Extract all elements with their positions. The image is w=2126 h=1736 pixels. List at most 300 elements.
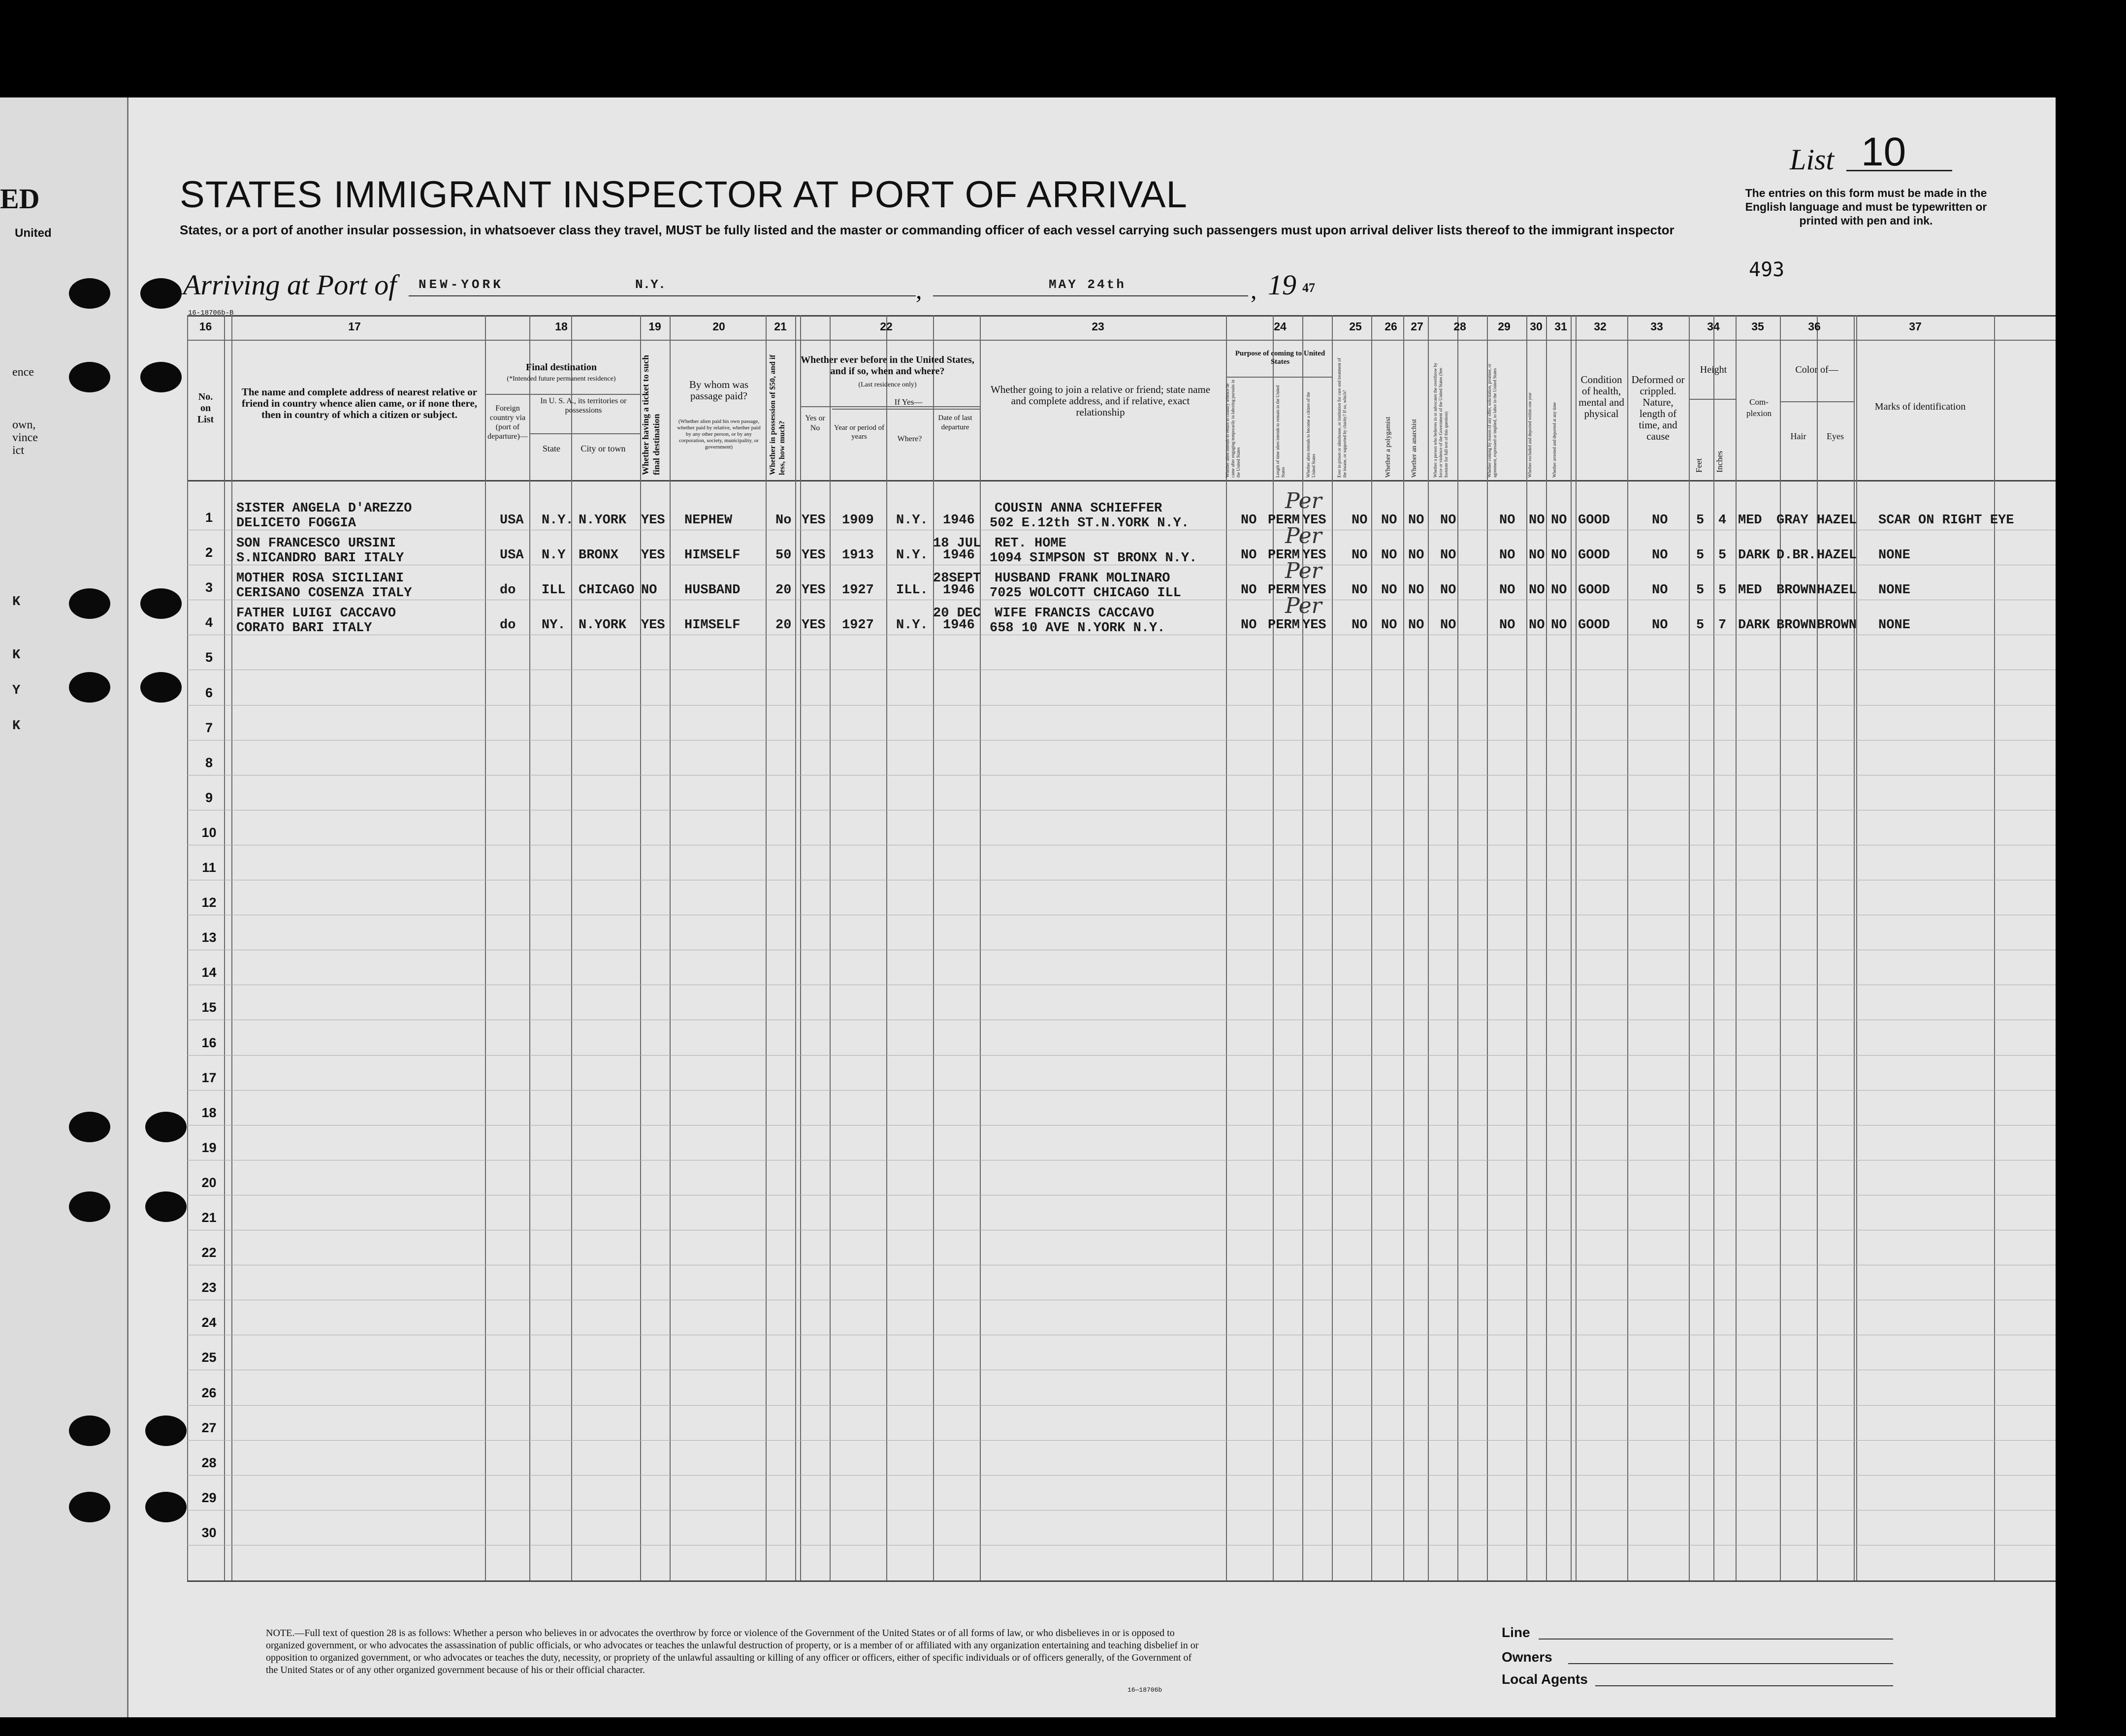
cell-state: ILL — [542, 583, 566, 598]
punch-hole — [140, 278, 182, 309]
cell-join-1: HUSBAND FRANK MOLINARO — [995, 571, 1170, 586]
cell-eyes: HAZEL — [1817, 513, 1857, 528]
fragment-mark: Y — [12, 683, 21, 698]
hdr-fifty: Whether in possession of $50, and if less, how much? — [769, 354, 786, 475]
cell-join-1: WIFE FRANCIS CACCAVO — [995, 606, 1155, 621]
cell-deformed: NO — [1652, 583, 1668, 598]
grid-column-line — [1487, 315, 1488, 1580]
cell-departure-1: 28SEPT — [933, 571, 981, 586]
cell-city: N.YORK — [579, 618, 627, 633]
row-number: 18 — [201, 1105, 217, 1120]
header-subdivider — [1689, 399, 1736, 400]
punch-hole — [69, 1492, 110, 1522]
cell-q29: NO — [1499, 548, 1515, 563]
cell-where: N.Y. — [896, 513, 928, 528]
punch-hole — [69, 1191, 110, 1222]
cell-deformed: NO — [1652, 513, 1668, 528]
line-underline — [1539, 1639, 1893, 1640]
cell-ticket: YES — [641, 618, 665, 633]
row-number: 10 — [201, 825, 217, 840]
cell-inches: 7 — [1718, 618, 1727, 633]
header-bottom-border — [187, 480, 2056, 482]
cell-deformed: NO — [1652, 618, 1668, 633]
col-num-28: 28 — [1453, 320, 1466, 333]
hdr-in-usa: In U. S. A., its territories or possessions — [540, 397, 627, 415]
punch-hole — [69, 1415, 110, 1446]
grid-column-line — [1994, 315, 1995, 1580]
cell-health: GOOD — [1578, 618, 1610, 633]
row-number: 28 — [201, 1455, 217, 1470]
cell-inches: 5 — [1718, 548, 1727, 563]
cell-p-length: PERM — [1268, 583, 1300, 598]
year-suffix: 47 — [1302, 281, 1315, 295]
cell-p-citizen: YES — [1302, 548, 1326, 563]
hdr-prison: Ever in prison or almshouse, or institution for care and treatment of the insane, or supported by charity? If so, which? — [1337, 358, 1347, 478]
cell-polygamist: NO — [1381, 618, 1397, 633]
punch-hole — [69, 588, 110, 619]
cell-join-1: RET. HOME — [995, 536, 1066, 551]
cell-relative-1: MOTHER ROSA SICILIANI — [236, 571, 404, 586]
col-num-35: 35 — [1751, 320, 1764, 333]
hdr-purpose-length: Length of time alien intends to remain in the United States — [1275, 385, 1286, 478]
grid-column-line — [1457, 315, 1458, 1580]
cell-before: YES — [802, 513, 826, 528]
hdr-eyes: Eyes — [1827, 431, 1844, 441]
col-num-29: 29 — [1498, 320, 1511, 333]
cell-q28: NO — [1440, 513, 1456, 528]
cell-via: do — [500, 583, 516, 598]
cell-q28: NO — [1440, 548, 1456, 563]
hdr-q28: Whether a person who believes in or advocates the overthrow by force or violence of the Government of the United States (See footnote for full text of this question) — [1433, 362, 1449, 478]
row-number: 25 — [201, 1350, 217, 1365]
fragment-side-4: ict — [12, 444, 24, 457]
col-num-24: 24 — [1274, 320, 1287, 333]
cell-where: N.Y. — [896, 548, 928, 563]
row-rule — [187, 1475, 2056, 1476]
hdr-condition: Condition of health, mental and physical — [1578, 374, 1624, 419]
row-number: 20 — [201, 1175, 217, 1190]
hdr-passage: By whom was passage paid? — [689, 379, 749, 402]
cell-q30: NO — [1529, 583, 1545, 598]
cell-departure-1: 20 DEC — [933, 606, 981, 621]
cell-polygamist: NO — [1381, 548, 1397, 563]
comma: , — [1251, 276, 1257, 304]
grid-column-line — [1736, 315, 1737, 1580]
cell-departure-1: 18 JUL — [933, 536, 981, 551]
row-number: 21 — [201, 1210, 217, 1225]
cell-before: YES — [802, 583, 826, 598]
grid-column-line — [1332, 315, 1333, 1580]
row-rule — [187, 1405, 2056, 1406]
cell-q28: NO — [1440, 583, 1456, 598]
row-number: 17 — [201, 1070, 217, 1085]
cell-join-2: 658 10 AVE N.YORK N.Y. — [990, 621, 1165, 636]
hdr-anarchist: Whether an anarchist — [1411, 419, 1418, 478]
fragment-side-1: ence — [12, 366, 34, 379]
fragment-side-2: own, — [12, 418, 36, 431]
hdr-hair: Hair — [1790, 431, 1806, 441]
cell-relative-2: CORATO BARI ITALY — [236, 621, 372, 636]
row-number: 4 — [205, 615, 213, 630]
colnum-divider — [187, 340, 2056, 341]
cell-p-citizen: YES — [1302, 583, 1326, 598]
row-rule — [187, 1090, 2056, 1091]
row-rule — [187, 705, 2056, 706]
cell-hair: D.BR. — [1776, 548, 1817, 563]
cell-complexion: DARK — [1738, 548, 1770, 563]
grid-column-line — [187, 315, 188, 1580]
punch-hole — [145, 1112, 187, 1142]
col-num-30: 30 — [1530, 320, 1543, 333]
cell-health: GOOD — [1578, 513, 1610, 528]
row-number: 13 — [201, 930, 217, 945]
cell-q31: NO — [1551, 618, 1567, 633]
cell-marks: NONE — [1878, 548, 1910, 563]
row-number: 7 — [205, 720, 213, 735]
cell-paid-by: HUSBAND — [684, 583, 741, 598]
cell-via: USA — [500, 513, 524, 528]
cell-q30: NO — [1529, 618, 1545, 633]
fragment-mark: K — [12, 595, 21, 610]
cell-ticket: YES — [641, 513, 665, 528]
cell-q30: NO — [1529, 548, 1545, 563]
punch-hole — [69, 672, 110, 703]
hdr-final-destination: Final destination — [526, 362, 597, 373]
cell-eyes: HAZEL — [1817, 583, 1857, 598]
owners-underline — [1568, 1663, 1893, 1664]
cell-years: 1927 — [842, 583, 874, 598]
cell-prison: NO — [1352, 513, 1368, 528]
grid-column-line — [1856, 315, 1857, 1580]
cell-prison: NO — [1352, 618, 1368, 633]
cell-eyes: BROWN — [1817, 618, 1857, 633]
grid-column-line — [1428, 315, 1429, 1580]
header-subdivider — [485, 394, 640, 395]
cell-city: BRONX — [579, 548, 619, 563]
form-subtitle: States, or a port of another insular possession, in whatsoever class they travel, MUST be fully listed and the master or commanding officer of each vessel carrying such passengers must upon arrival deliver lists thereof to the immigrant inspector — [180, 223, 1675, 237]
punch-hole — [145, 1492, 187, 1522]
grid-column-line — [1713, 315, 1714, 1580]
grid-column-line — [640, 315, 641, 1580]
hdr-no-on-list: No. on List — [197, 391, 214, 425]
hdr-if-yes: If Yes— — [894, 397, 923, 407]
col-num-20: 20 — [712, 320, 725, 333]
cell-where: N.Y. — [896, 618, 928, 633]
row-number: 19 — [201, 1140, 217, 1155]
port-value: NEW-YORK — [419, 277, 504, 292]
hdr-last-residence: (Last residence only) — [858, 381, 917, 388]
cell-city: N.YORK — [579, 513, 627, 528]
grid-column-line — [1526, 315, 1527, 1580]
grid-column-line — [571, 315, 572, 1580]
cell-q29: NO — [1499, 513, 1515, 528]
table-top-border — [187, 315, 2056, 317]
handwritten-initial: Per — [1285, 488, 1322, 514]
cell-paid-by: HIMSELF — [684, 618, 741, 633]
punch-hole — [69, 278, 110, 309]
grid-column-line — [1273, 315, 1274, 1580]
cell-health: GOOD — [1578, 583, 1610, 598]
cell-fifty: 50 — [775, 548, 792, 563]
hdr-feet: Feet — [1694, 458, 1704, 473]
row-rule — [187, 1510, 2056, 1511]
grid-column-line — [766, 315, 767, 1580]
cell-deformed: NO — [1652, 548, 1668, 563]
cell-hair: BROWN — [1776, 618, 1817, 633]
port-state-value: N.Y. — [635, 277, 666, 292]
cell-complexion: DARK — [1738, 618, 1770, 633]
hdr-purpose-return: Whether alien intends to return to country whence he came after engaging temporarily in laboring pursuits in the United States — [1225, 380, 1241, 478]
hdr-q31: Whether arrested and deported at any time — [1552, 402, 1557, 478]
grid-column-line — [1780, 315, 1781, 1580]
cell-prison: NO — [1352, 583, 1368, 598]
punch-hole — [145, 1415, 187, 1446]
cell-p-length: PERM — [1268, 618, 1300, 633]
cell-p-return: NO — [1241, 513, 1257, 528]
handwritten-initial: Per — [1285, 593, 1322, 619]
cell-anarchist: NO — [1408, 583, 1424, 598]
cell-p-return: NO — [1241, 583, 1257, 598]
previous-page-fragment — [0, 97, 129, 1717]
cell-polygamist: NO — [1381, 513, 1397, 528]
cell-ticket: YES — [641, 548, 665, 563]
cell-departure-2: 1946 — [943, 618, 975, 633]
col-num-37: 37 — [1909, 320, 1922, 333]
cell-p-return: NO — [1241, 548, 1257, 563]
grid-column-line — [1571, 315, 1572, 1580]
row-number: 12 — [201, 895, 217, 910]
cell-complexion: MED — [1738, 583, 1762, 598]
cell-ticket: NO — [641, 583, 657, 598]
hdr-height: Height — [1700, 364, 1727, 375]
cell-state: NY. — [542, 618, 566, 633]
cell-feet: 5 — [1696, 618, 1705, 633]
grid-column-line — [1403, 315, 1404, 1580]
arrival-date: MAY 24th — [1049, 277, 1126, 292]
cell-q29: NO — [1499, 618, 1515, 633]
hdr-passage-note: (Whether alien paid his own passage, whether paid by relative, whether paid by any other person, or by any corporation, society, municipality, or government) — [677, 418, 761, 450]
cell-marks: NONE — [1878, 618, 1910, 633]
fragment-mark: K — [12, 719, 21, 734]
cell-join-2: 7025 WOLCOTT CHICAGO ILL — [990, 586, 1181, 601]
sheet-number: 493 — [1749, 258, 1785, 281]
hdr-purpose: Purpose of coming to United States — [1235, 350, 1325, 366]
cell-via: USA — [500, 548, 524, 563]
col-num-32: 32 — [1594, 320, 1607, 333]
fragment-side-3: vince — [12, 431, 38, 444]
col-num-33: 33 — [1650, 320, 1663, 333]
port-underline — [409, 295, 916, 296]
handwritten-initial: Per — [1285, 523, 1322, 549]
cell-relative-2: S.NICANDRO BARI ITALY — [236, 551, 404, 566]
grid-column-line — [980, 315, 981, 1580]
grid-column-line — [1689, 315, 1690, 1580]
grid-column-line — [231, 315, 232, 1580]
row-number: 15 — [201, 1000, 217, 1015]
row-number: 29 — [201, 1490, 217, 1505]
cell-join-2: 502 E.12th ST.N.YORK N.Y. — [990, 516, 1190, 531]
cell-city: CHICAGO — [579, 583, 635, 598]
grid-column-line — [933, 315, 934, 1580]
grid-column-line — [1627, 315, 1628, 1580]
col-num-36: 36 — [1808, 320, 1821, 333]
grid-column-line — [1546, 315, 1547, 1580]
punch-hole — [140, 672, 182, 703]
cell-p-citizen: YES — [1302, 513, 1326, 528]
punch-hole — [140, 362, 182, 392]
row-number: 24 — [201, 1315, 217, 1330]
year-prefix: 19 — [1268, 269, 1296, 301]
list-label: List — [1790, 143, 1835, 176]
cell-marks: NONE — [1878, 583, 1910, 598]
grid-column-line — [1576, 315, 1577, 1580]
hdr-ticket: Whether having a ticket to such final destination — [641, 354, 661, 475]
row-number: 14 — [201, 965, 217, 980]
grid-column-line — [795, 315, 796, 1580]
grid-column-line — [529, 315, 530, 1580]
row-rule — [187, 1055, 2056, 1056]
col-num-19: 19 — [648, 320, 661, 333]
grid-column-line — [886, 315, 887, 1580]
row-number: 5 — [205, 650, 213, 665]
col-num-21: 21 — [774, 320, 787, 333]
cell-q30: NO — [1529, 513, 1545, 528]
table-bottom-border — [187, 1580, 2056, 1582]
cell-p-citizen: YES — [1302, 618, 1326, 633]
cell-years: 1913 — [842, 548, 874, 563]
hdr-where: Where? — [897, 435, 922, 443]
grid-column-line — [485, 315, 486, 1580]
row-number: 11 — [202, 860, 216, 875]
cell-health: GOOD — [1578, 548, 1610, 563]
cell-feet: 5 — [1696, 513, 1705, 528]
row-rule — [187, 1440, 2056, 1441]
footer-form-code: 16—18706b — [1127, 1686, 1162, 1694]
cell-via: do — [500, 618, 516, 633]
cell-relative-1: FATHER LUIGI CACCAVO — [236, 606, 396, 621]
row-number: 22 — [201, 1245, 217, 1260]
row-number: 3 — [205, 580, 213, 595]
row-number: 1 — [205, 510, 213, 525]
cell-before: YES — [802, 548, 826, 563]
hdr-year-period: Year or period of years — [834, 424, 885, 441]
cell-q29: NO — [1499, 583, 1515, 598]
hdr-city: City or town — [580, 444, 626, 453]
cell-fifty: 20 — [775, 583, 792, 598]
hdr-purpose-citizen: Whether alien intends to become a citizen of the United States — [1306, 392, 1316, 478]
handwritten-initial: Per — [1285, 558, 1322, 584]
cell-hair: GRAY — [1776, 513, 1808, 528]
grid-column-line — [1226, 315, 1227, 1580]
footnote-q28: NOTE.—Full text of question 28 is as follows: Whether a person who believes in or advocates the overthrow by force or violence of the Government of the United States or of all forms of law, or who disbelieves in or is opposed to organized government, or who advocates the assassination of public officials, or who advocates or teaches the unlawful destruction of property, or is a member of or affiliated with any organization entertaining and teaching disbelief in or opposition to organized government, or who advocates or teaches the duty, necessity, or propriety of the unlawful assaulting or killing of any officer or officers, either of specific individuals or of officers generally, of the Government of the United States or of any other organized government because of his or their official character. — [266, 1628, 1199, 1675]
cell-paid-by: NEPHEW — [684, 513, 733, 528]
cell-q31: NO — [1551, 513, 1567, 528]
col-num-26: 26 — [1385, 320, 1397, 333]
cell-polygamist: NO — [1381, 583, 1397, 598]
row-number: 30 — [201, 1525, 217, 1540]
local-agents-label: Local Agents — [1502, 1672, 1588, 1687]
grid-column-line — [800, 315, 801, 1580]
cell-hair: BROWN — [1776, 583, 1817, 598]
cell-anarchist: NO — [1408, 513, 1424, 528]
hdr-relative: The name and complete address of nearest relative or friend in country whence alien came, or if none there, then in country of which a citizen or subject. — [241, 386, 478, 420]
hdr-yes-no: Yes or No — [805, 414, 825, 432]
form-instructions: The entries on this form must be made in the English language and must be typewritten or printed with pen and ink. — [1745, 187, 1987, 227]
cell-relative-2: CERISANO COSENZA ITALY — [236, 586, 412, 601]
col-num-18: 18 — [555, 320, 568, 333]
hdr-complexion: Com- plexion — [1746, 397, 1772, 418]
form-code: 16-18706b-B — [188, 309, 234, 317]
cell-fifty: 20 — [775, 618, 792, 633]
hdr-q29: Whether coming by reason of any offer, solicitation, promise, or agreement, expressed or implied, to labor in the United States — [1487, 363, 1497, 478]
cell-where: ILL. — [896, 583, 928, 598]
cell-years: 1909 — [842, 513, 874, 528]
cell-eyes: HAZEL — [1817, 548, 1857, 563]
hdr-foreign-country: Foreign country via (port of departure)— — [487, 404, 528, 441]
hdr-color-of: Color of— — [1795, 364, 1838, 375]
grid-column-line — [670, 315, 671, 1580]
row-number: 8 — [205, 755, 213, 770]
grid-column-line — [1371, 315, 1372, 1580]
cell-paid-by: HIMSELF — [684, 548, 741, 563]
cell-departure-2: 1946 — [943, 513, 975, 528]
hdr-q30: Whether excluded and deported within one year — [1527, 392, 1532, 478]
col-num-27: 27 — [1411, 320, 1423, 333]
list-number: 10 — [1861, 129, 1906, 174]
cell-state: N.Y. — [542, 513, 574, 528]
comma: , — [916, 276, 922, 304]
cell-years: 1927 — [842, 618, 874, 633]
cell-p-length: PERM — [1268, 548, 1300, 563]
cell-q31: NO — [1551, 548, 1567, 563]
col-num-34: 34 — [1707, 320, 1720, 333]
cell-relative-1: SISTER ANGELA D'AREZZO — [236, 501, 412, 516]
grid-column-line — [830, 315, 831, 1580]
cell-join-2: 1094 SIMPSON ST BRONX N.Y. — [990, 551, 1197, 566]
date-underline — [933, 295, 1248, 296]
col-num-31: 31 — [1554, 320, 1567, 333]
grid-column-line — [1854, 315, 1855, 1580]
cell-departure-2: 1946 — [943, 583, 975, 598]
col-num-22: 22 — [880, 320, 893, 333]
cell-feet: 5 — [1696, 548, 1705, 563]
local-agents-underline — [1595, 1685, 1893, 1686]
punch-hole — [145, 1191, 187, 1222]
list-underline — [1846, 170, 1952, 171]
cell-inches: 5 — [1718, 583, 1727, 598]
cell-q31: NO — [1551, 583, 1567, 598]
cell-p-length: PERM — [1268, 513, 1300, 528]
hdr-marks: Marks of identification — [1874, 401, 1966, 412]
header-subdivider — [1780, 401, 1854, 402]
row-number: 9 — [205, 790, 213, 805]
row-number: 27 — [201, 1420, 217, 1435]
header-subdivider — [529, 433, 640, 434]
cell-q28: NO — [1440, 618, 1456, 633]
cell-marks: SCAR ON RIGHT EYE — [1878, 513, 2014, 528]
col-num-16: 16 — [199, 320, 212, 333]
punch-hole — [69, 1112, 110, 1142]
hdr-deformed: Deformed or crippled. Nature, length of time, and cause — [1631, 374, 1685, 442]
line-label: Line — [1502, 1625, 1530, 1640]
arriving-label: Arriving at Port of — [183, 269, 397, 301]
hdr-ever-before: Whether ever before in the United States, and if so, when and where? — [801, 354, 974, 377]
cell-complexion: MED — [1738, 513, 1762, 528]
header-subdivider — [1226, 377, 1332, 378]
hdr-join-relative: Whether going to join a relative or friend; state name and complete address, and if relative, exact relationship — [990, 384, 1211, 418]
cell-prison: NO — [1352, 548, 1368, 563]
hdr-polygamist: Whether a polygamist — [1385, 417, 1392, 478]
